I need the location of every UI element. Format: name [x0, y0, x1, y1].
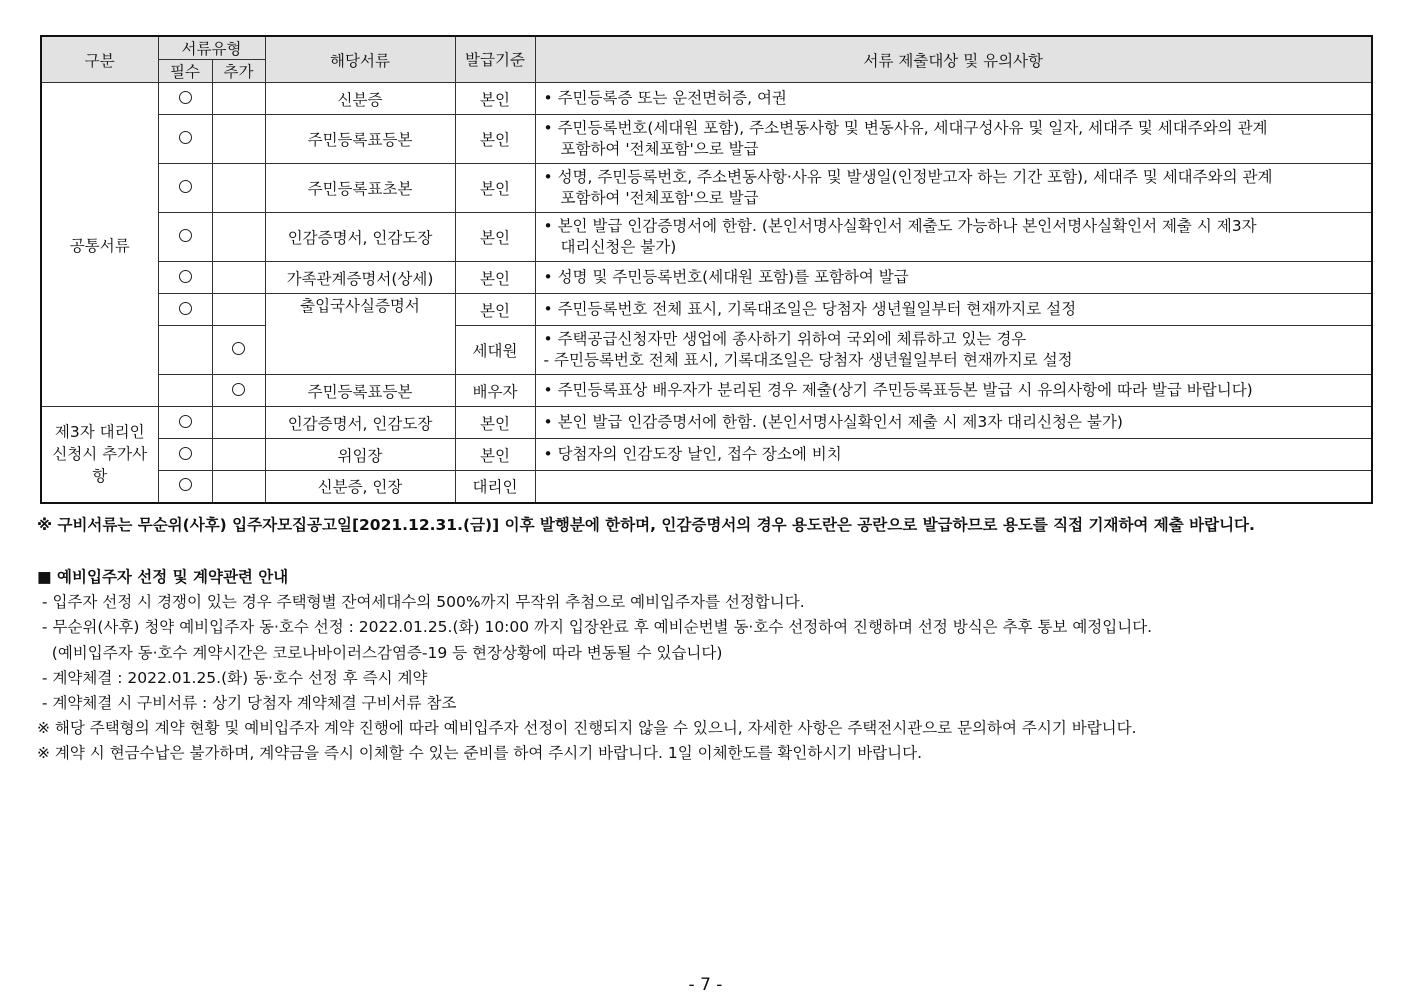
required-mark	[158, 471, 212, 503]
additional-mark	[212, 407, 265, 439]
required-mark	[158, 164, 212, 213]
note: • 본인 발급 인감증명서에 한함. (본인서명사실확인서 제출도 가능하나 본인서명사실확인서 제출 시 제3자 대리신청은 불가)	[535, 213, 1372, 262]
section-line: - 계약체결 시 구비서류 : 상기 당첨자 계약체결 구비서류 참조	[37, 694, 457, 713]
issuer: 세대원	[455, 326, 535, 375]
note: • 성명 및 주민등록번호(세대원 포함)를 포함하여 발급	[535, 262, 1372, 294]
note: • 주택공급신청자만 생업에 종사하기 위하여 국외에 체류하고 있는 경우 - 주민등록번호 전체 표시, 기록대조일은 당첨자 생년월일부터 현재까지로 설정	[535, 326, 1372, 375]
table-row	[41, 294, 1372, 326]
header-required: 필수	[158, 60, 212, 83]
issuer: 본인	[455, 294, 535, 326]
section-line: ※ 해당 주택형의 계약 현황 및 예비입주자 계약 진행에 따라 예비입주자 선정이 진행되지 않을 수 있으니, 자세한 사항은 주택전시관으로 문의하여 주시기 바랍니다.	[37, 719, 1137, 738]
additional-mark	[212, 115, 265, 164]
document-name: 가족관계증명서(상세)	[265, 262, 455, 294]
additional-mark	[212, 294, 265, 326]
table-row	[41, 262, 1372, 294]
additional-mark	[212, 213, 265, 262]
note: • 당첨자의 인감도장 날인, 접수 장소에 비치	[535, 439, 1372, 471]
required-mark	[158, 294, 212, 326]
section-line: ※ 계약 시 현금수납은 불가하며, 계약금을 즉시 이체할 수 있는 준비를 하여 주시기 바랍니다. 1일 이체한도를 확인하시기 바랍니다.	[37, 744, 923, 763]
circle-mark-icon	[179, 302, 192, 315]
table-row	[41, 164, 1372, 213]
issuer: 대리인	[455, 471, 535, 503]
document-name: 인감증명서, 인감도장	[265, 213, 455, 262]
issuer: 본인	[455, 262, 535, 294]
required-mark	[158, 83, 212, 115]
document-name: 위임장	[265, 439, 455, 471]
issuer: 본인	[455, 83, 535, 115]
table-row	[41, 375, 1372, 407]
group-common: 공통서류	[41, 83, 158, 407]
section-line: (예비입주자 동·호수 계약시간은 코로나바이러스감염증-19 등 현장상황에 따라 변동될 수 있습니다)	[37, 643, 723, 662]
note: • 주민등록번호(세대원 포함), 주소변동사항 및 변동사유, 세대구성사유 및 일자, 세대주 및 세대주와의 관계 포함하여 '전체포함'으로 발급	[535, 115, 1372, 164]
circle-mark-icon	[179, 180, 192, 193]
note: • 주민등록표상 배우자가 분리된 경우 제출(상기 주민등록표등본 발급 시 유의사항에 따라 발급 바랍니다)	[535, 375, 1372, 407]
circle-mark-icon	[179, 131, 192, 144]
additional-mark	[212, 326, 265, 375]
header-issuer: 발급기준	[455, 36, 535, 83]
required-mark	[158, 213, 212, 262]
header-additional: 추가	[212, 60, 265, 83]
section-line: - 무순위(사후) 청약 예비입주자 동·호수 선정 : 2022.01.25.(화) 10:00 까지 입장완료 후 예비순번별 동·호수 선정하여 진행하며 선정 방식은 추후 통보 예정입니다.	[37, 618, 1153, 637]
issuer: 배우자	[455, 375, 535, 407]
document-name: 주민등록표초본	[265, 164, 455, 213]
additional-mark	[212, 262, 265, 294]
group-proxy: 제3자 대리인 신청시 추가사항	[41, 407, 158, 503]
circle-mark-icon	[179, 91, 192, 104]
header-notes: 서류 제출대상 및 유의사항	[535, 36, 1372, 83]
section-title: ■ 예비입주자 선정 및 계약관련 안내	[37, 568, 289, 586]
document-name: 인감증명서, 인감도장	[265, 407, 455, 439]
circle-mark-icon	[179, 447, 192, 460]
circle-mark-icon	[179, 415, 192, 428]
additional-mark	[212, 83, 265, 115]
document-name: 신분증, 인장	[265, 471, 455, 503]
additional-mark	[212, 164, 265, 213]
required-mark	[158, 375, 212, 407]
header-category: 구분	[41, 36, 158, 83]
document-name: 출입국사실증명서	[265, 294, 455, 375]
footnote: ※ 구비서류는 무순위(사후) 입주자모집공고일[2021.12.31.(금)] 이후 발행분에 한하며, 인감증명서의 경우 용도란은 공란으로 발급하므로 용도를 직접 기재하여 제출 바랍니다.	[37, 516, 1255, 534]
note	[535, 471, 1372, 503]
documents-table	[40, 35, 1373, 504]
header-doc-type: 서류유형	[158, 36, 265, 60]
document-name: 신분증	[265, 83, 455, 115]
page-number: - 7 -	[688, 975, 723, 995]
note: • 성명, 주민등록번호, 주소변동사항·사유 및 발생일(인정받고자 하는 기간 포함), 세대주 및 세대주와의 관계 포함하여 '전체포함'으로 발급	[535, 164, 1372, 213]
table-row	[41, 407, 1372, 439]
issuer: 본인	[455, 407, 535, 439]
document-name: 주민등록표등본	[265, 115, 455, 164]
table-row	[41, 439, 1372, 471]
table-row	[41, 471, 1372, 503]
note: • 본인 발급 인감증명서에 한함. (본인서명사실확인서 제출 시 제3자 대리신청은 불가)	[535, 407, 1372, 439]
section-line: - 계약체결 : 2022.01.25.(화) 동·호수 선정 후 즉시 계약	[37, 668, 428, 687]
additional-mark	[212, 375, 265, 407]
required-mark	[158, 262, 212, 294]
required-mark	[158, 326, 212, 375]
required-mark	[158, 407, 212, 439]
issuer: 본인	[455, 164, 535, 213]
note: • 주민등록증 또는 운전면허증, 여권	[535, 83, 1372, 115]
additional-mark	[212, 439, 265, 471]
document-name: 주민등록표등본	[265, 375, 455, 407]
table-row	[41, 115, 1372, 164]
issuer: 본인	[455, 213, 535, 262]
reserve-contract-section	[37, 565, 1152, 767]
circle-mark-icon	[179, 478, 192, 491]
circle-mark-icon	[179, 229, 192, 242]
required-mark	[158, 115, 212, 164]
issuer: 본인	[455, 115, 535, 164]
table-row	[41, 213, 1372, 262]
issuer: 본인	[455, 439, 535, 471]
note: • 주민등록번호 전체 표시, 기록대조일은 당첨자 생년월일부터 현재까지로 설정	[535, 294, 1372, 326]
additional-mark	[212, 471, 265, 503]
table-row	[41, 326, 1372, 375]
header-document: 해당서류	[265, 36, 455, 83]
circle-mark-icon	[232, 383, 245, 396]
required-mark	[158, 439, 212, 471]
table-row	[41, 83, 1372, 115]
circle-mark-icon	[179, 270, 192, 283]
section-line: - 입주자 선정 시 경쟁이 있는 경우 주택형별 잔여세대수의 500%까지 무작위 추첨으로 예비입주자를 선정합니다.	[37, 593, 805, 612]
circle-mark-icon	[232, 342, 245, 355]
